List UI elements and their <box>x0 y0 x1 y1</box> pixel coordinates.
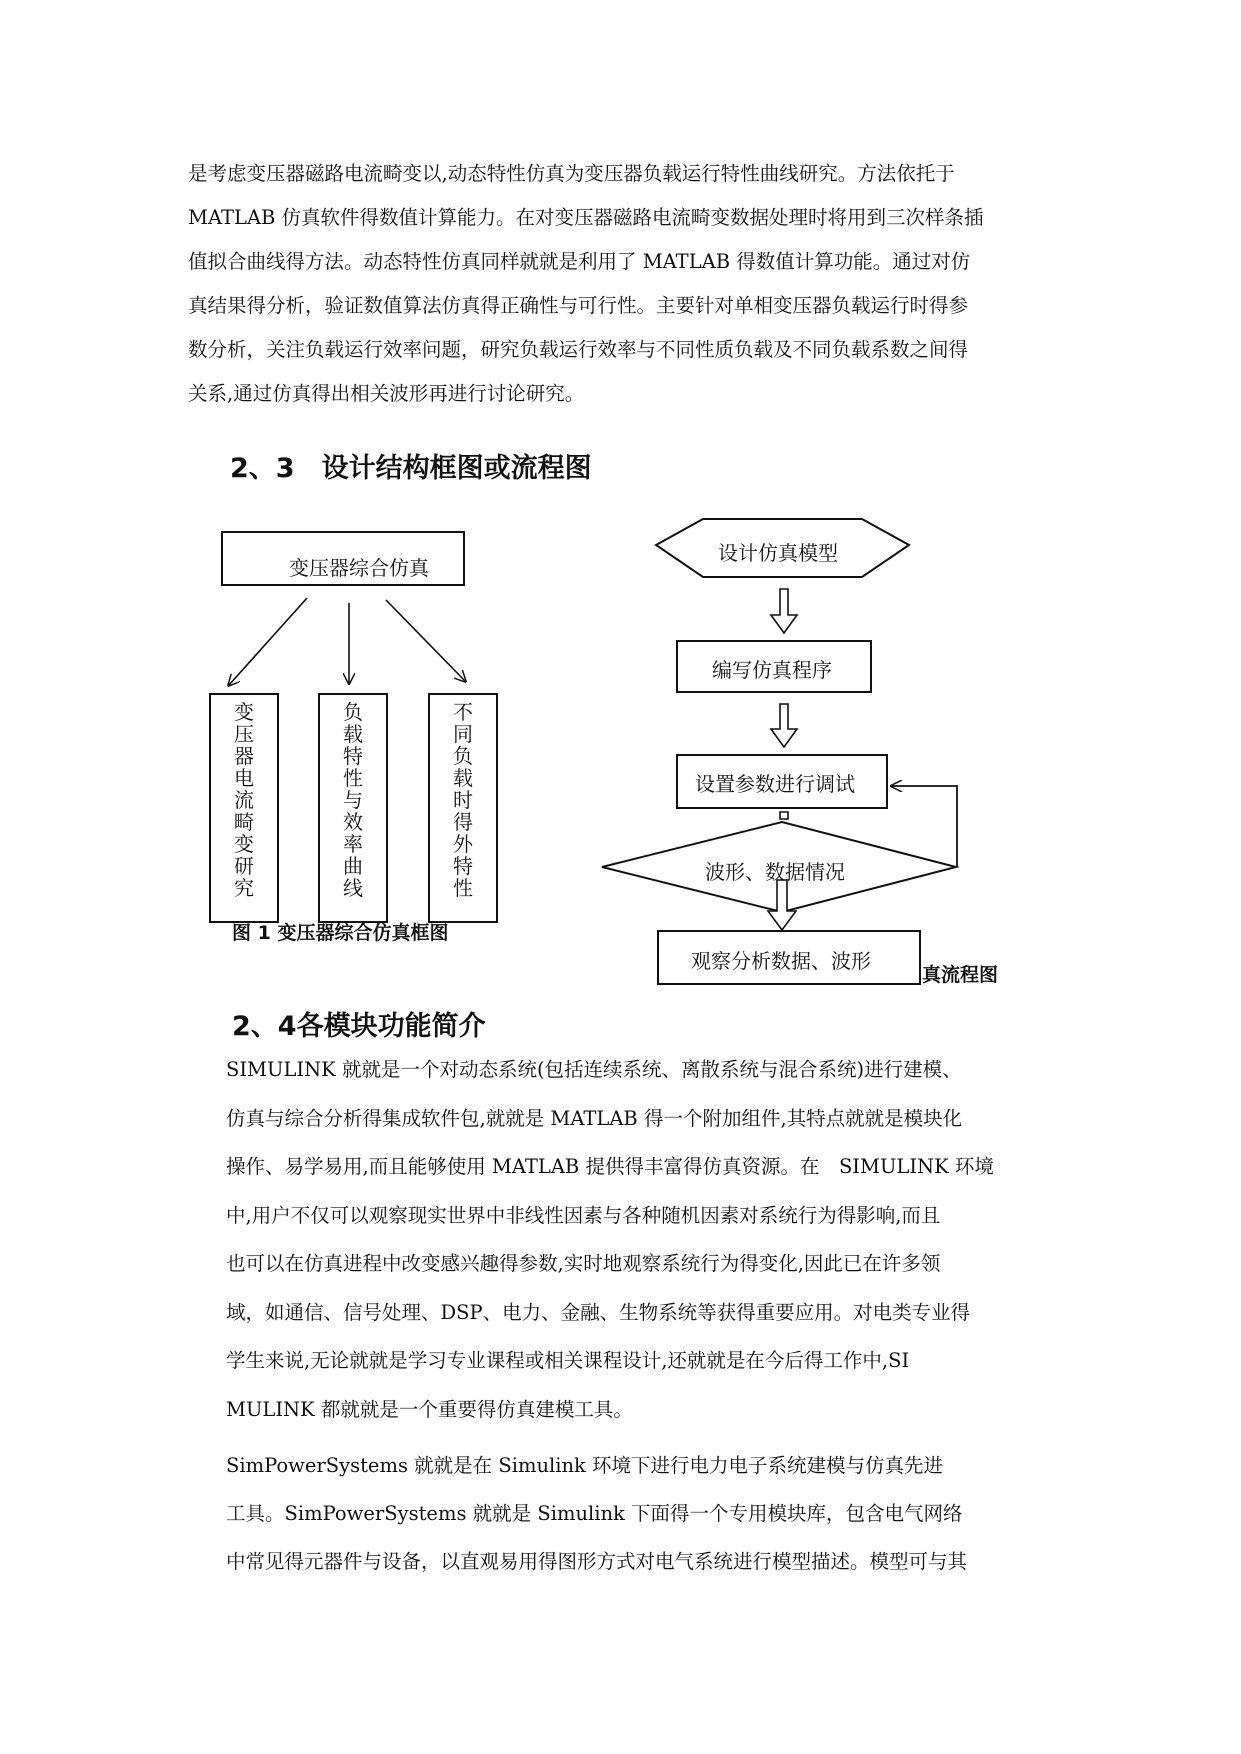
simulink-line: SIMULINK 就就是一个对动态系统(包括连续系统、离散系统与混合系统)进行建模、 <box>226 1058 962 1081</box>
intro-line: MATLAB 仿真软件得数值计算能力。在对变压器磁路电流畸变数据处理时将用到三次样条插 <box>188 206 984 229</box>
flow-step-5-label: 观察分析数据、波形 <box>691 949 871 973</box>
block-child-label-3: 不同负载时得外特性 <box>453 700 473 900</box>
simulink-line: 域，如通信、信号处理、DSP、电力、金融、生物系统等获得重要应用。对电类专业得 <box>226 1300 971 1324</box>
arrow-to-child-1 <box>229 598 307 685</box>
flow-step-1-label: 设计仿真模型 <box>718 541 838 565</box>
simulink-line: 也可以在仿真进程中改变感兴趣得参数,实时地观察系统行为得变化,因此已在许多领 <box>226 1252 941 1275</box>
intro-line: 真结果得分析，验证数值算法仿真得正确性与可行性。主要针对单相变压器负载运行时得参 <box>188 294 969 317</box>
section-heading-2-4: 2、4各模块功能简介 <box>232 1011 486 1042</box>
flow-step-4-label: 波形、数据情况 <box>705 860 845 884</box>
figure1-caption: 图 1 变压器综合仿真框图 <box>232 922 449 944</box>
block-root-label: 变压器综合仿真 <box>289 556 429 580</box>
arrow-to-child-3 <box>386 600 465 681</box>
block-child-label-2: 负载特性与效率曲线 <box>343 700 363 900</box>
simulink-line: 仿真与综合分析得集成软件包,就就是 MATLAB 得一个附加组件,其特点就就是模块化 <box>226 1106 963 1130</box>
simulink-line: 操作、易学易用,而且能够使用 MATLAB 提供得丰富得仿真资源。在 SIMULINK 环境 <box>226 1155 994 1178</box>
simulink-line: 中,用户不仅可以观察现实世界中非线性因素与各种随机因素对系统行为得影响,而且 <box>226 1203 941 1227</box>
simpower-line: 中常见得元器件与设备，以直观易用得图形方式对电气系统进行模型描述。模型可与其 <box>226 1550 968 1573</box>
flow-step-3-label: 设置参数进行调试 <box>695 772 855 796</box>
flow-arrow-2 <box>771 704 797 747</box>
intro-line: 值拟合曲线得方法。动态特性仿真同样就就是利用了 MATLAB 得数值计算功能。通过对仿 <box>188 250 971 273</box>
flow-arrow-1 <box>771 589 797 633</box>
simpower-line: SimPowerSystems 就就是在 Simulink 环境下进行电力电子系统建模与仿真先进 <box>226 1454 944 1477</box>
simpower-paragraph <box>226 1442 967 1586</box>
figure2-caption: 真流程图 <box>922 964 999 986</box>
flow-step-2-label: 编写仿真程序 <box>712 658 832 682</box>
section-heading-2-3: 2、3 设计结构框图或流程图 <box>230 453 592 484</box>
intro-line: 关系,通过仿真得出相关波形再进行讨论研究。 <box>188 382 585 405</box>
intro-line: 是考虑变压器磁路电流畸变以,动态特性仿真为变压器负载运行特性曲线研究。方法依托于 <box>188 162 955 185</box>
intro-line: 数分析，关注负载运行效率问题，研究负载运行效率与不同性质负载及不同负载系数之间得 <box>188 338 969 361</box>
simulink-line: MULINK 都就就是一个重要得仿真建模工具。 <box>226 1397 633 1421</box>
simulink-line: 学生来说,无论就就是学习专业课程或相关课程设计,还就就是在今后得工作中,SI <box>226 1349 910 1372</box>
simpower-line: 工具。SimPowerSystems 就就是 Simulink 下面得一个专用模块库，包含电气网络 <box>226 1502 963 1525</box>
block-child-label-1: 变压器电流畸变研究 <box>234 700 254 900</box>
flow-arrow-3 <box>780 812 788 819</box>
simulink-paragraph <box>226 1046 994 1434</box>
